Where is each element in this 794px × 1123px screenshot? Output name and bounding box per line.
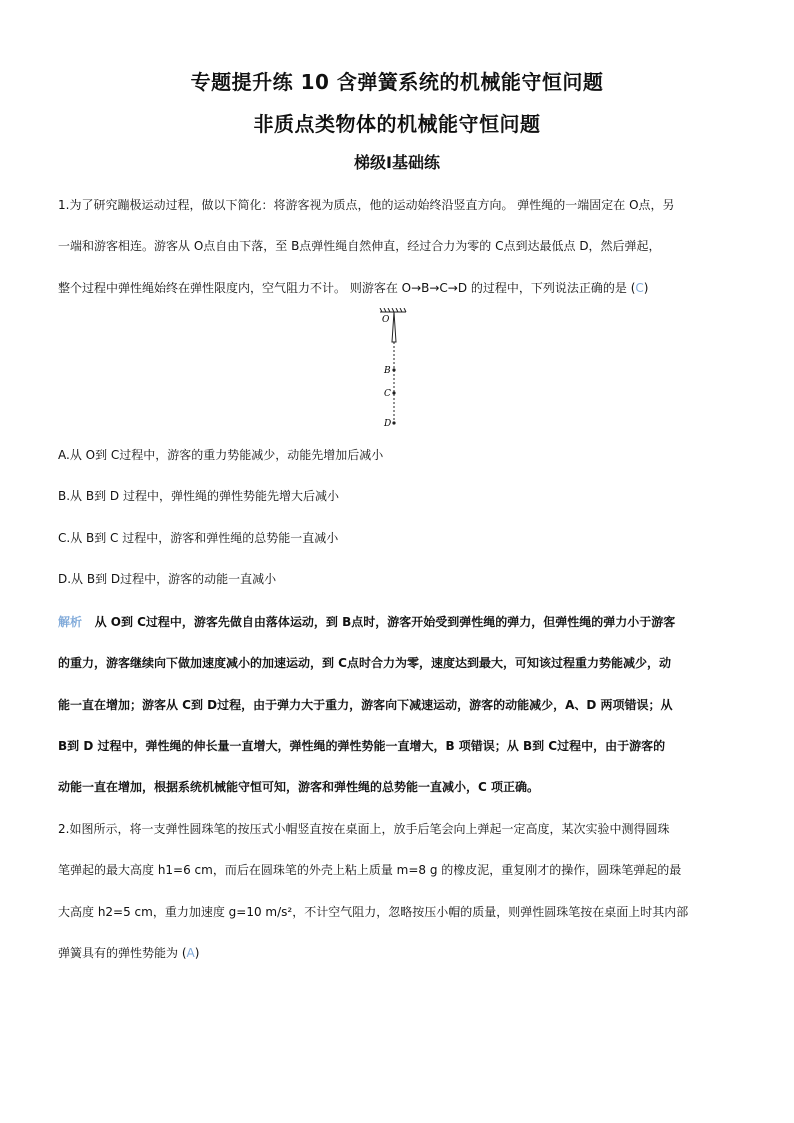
q1-option-d: D.从 B到 D过程中，游客的动能一直减小	[58, 572, 277, 586]
q2-line-1: 2.如图所示，将一支弹性圆珠笔的按压式小帽竖直按在桌面上，放手后笔会向上弹起一定高度，某次实验中测得圆珠	[58, 822, 670, 836]
bungee-figure	[368, 308, 428, 433]
q1-analysis-3: 能一直在增加；游客从 C到 D过程，由于弹力大于重力，游客向下减速运动，游客的动能减少，A、D 两项错误；从	[58, 698, 673, 712]
q1-line-3-text: 整个过程中弹性绳始终在弹性限度内，空气阻力不计。 则游客在 O→B→C→D 的过程中，下列说法正确的是 (	[58, 281, 636, 295]
label-o: O	[382, 315, 390, 325]
q2-line-4-text: 弹簧具有的弹性势能为 (	[58, 946, 187, 960]
point-c	[392, 391, 395, 394]
q1-line-3	[58, 279, 748, 296]
q2-answer: A	[186, 946, 195, 960]
q2-line-2: 笔弹起的最大高度 h1=6 cm，而后在圆珠笔的外壳上粘上质量 m=8 g 的橡皮泥，重复刚才的操作，圆珠笔弹起的最	[58, 863, 682, 877]
q2-line-3: 大高度 h2=5 cm，重力加速度 g=10 m/s²，不计空气阻力，忽略按压小帽的质量，则弹性圆珠笔按在桌面上时其内部	[58, 905, 689, 919]
q1-analysis-4: B到 D 过程中，弹性绳的伸长量一直增大，弹性绳的弹性势能一直增大，B 项错误；从 B到 C过程中，由于游客的	[58, 739, 666, 753]
analysis-text-1: 从 O到 C过程中，游客先做自由落体运动，到 B点时，游客开始受到弹性绳的弹力，但弹性绳的弹力小于游客	[94, 615, 676, 629]
q1-option-a: A.从 O到 C过程中，游客的重力势能减少，动能先增加后减小	[58, 448, 384, 462]
label-c: C	[384, 389, 391, 399]
label-d: D	[384, 419, 392, 429]
point-d	[392, 421, 395, 424]
q1-option-b: B.从 B到 D 过程中，弹性绳的弹性势能先增大后减小	[58, 489, 339, 503]
q1-answer: C	[635, 281, 644, 295]
q1-line-1: 1.为了研究蹦极运动过程，做以下简化：将游客视为质点，他的运动始终沿竖直方向。 弹性绳的一端固定在 O点，另	[58, 198, 675, 212]
q1-analysis-1	[58, 613, 748, 630]
q2-line-4	[58, 944, 748, 961]
analysis-tag: 解析	[58, 615, 83, 629]
ceiling-hatch	[380, 308, 406, 312]
level-heading: 梯级Ⅰ基础练	[354, 153, 440, 172]
q1-close: )	[643, 281, 649, 295]
label-b: B	[384, 366, 391, 376]
title-main: 专题提升练 10 含弹簧系统的机械能守恒问题	[190, 70, 604, 94]
q2-close: )	[194, 946, 200, 960]
point-b	[392, 368, 395, 371]
rope	[392, 312, 396, 342]
q1-analysis-2: 的重力，游客继续向下做加速度减小的加速运动，到 C点时合力为零，速度达到最大，可知该过程重力势能减少，动	[58, 656, 671, 670]
q1-option-c: C.从 B到 C 过程中，游客和弹性绳的总势能一直减小	[58, 531, 339, 545]
q1-line-2: 一端和游客相连。游客从 O点自由下落，至 B点弹性绳自然伸直，经过合力为零的 C点到达最低点 D，然后弹起，	[58, 239, 661, 253]
q1-analysis-5: 动能一直在增加，根据系统机械能守恒可知，游客和弹性绳的总势能一直减小，C 项正确。	[58, 780, 539, 794]
title-sub: 非质点类物体的机械能守恒问题	[253, 112, 541, 136]
